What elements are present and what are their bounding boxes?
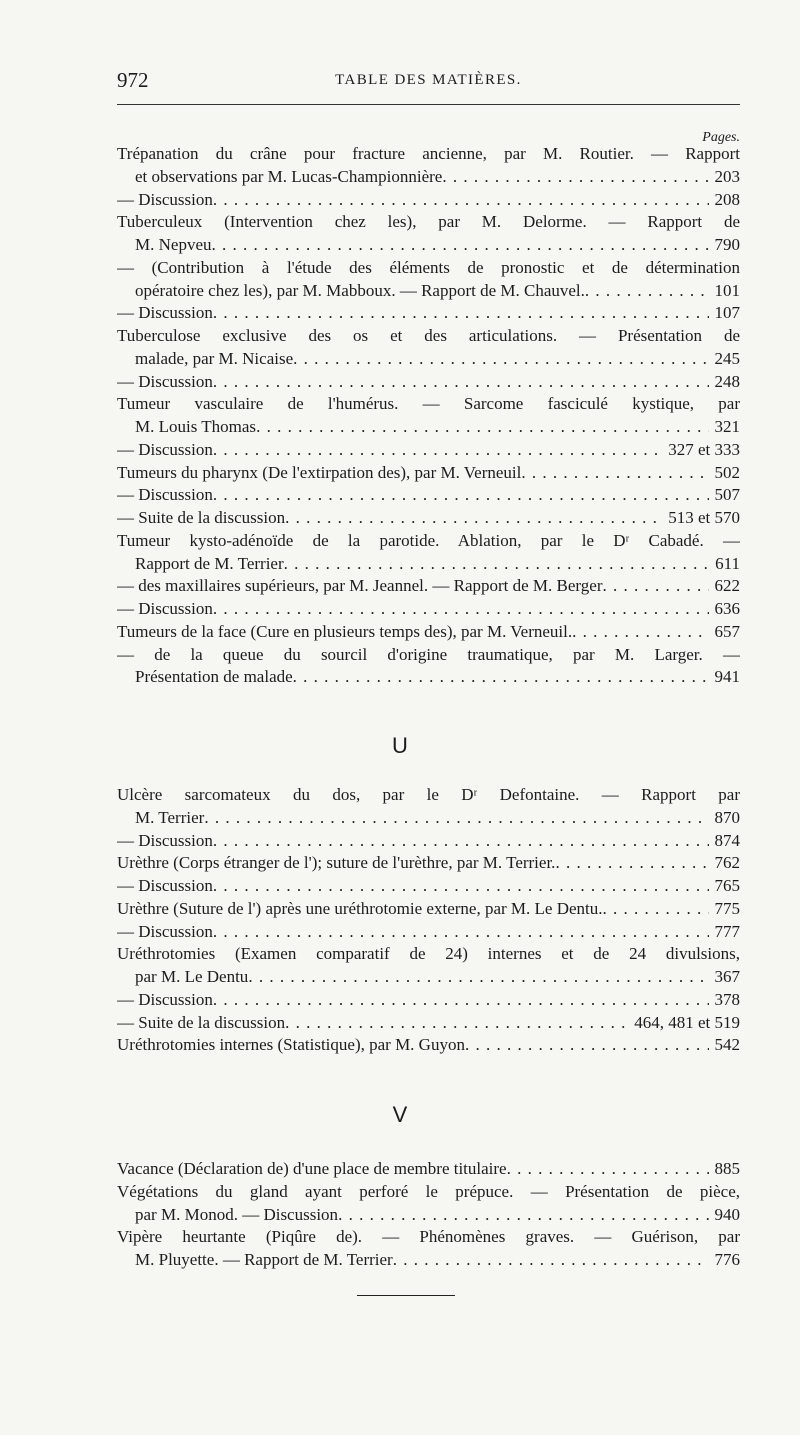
entry-text: Tumeurs de la face (Cure en plusieurs temps des), par M. Verneuil. [117, 621, 573, 641]
section-letter-v: V [392, 1102, 408, 1127]
entry-text: Végétations du gland ayant perforé le prépuce. — Présentation de pièce, [117, 1181, 740, 1201]
entry-text: malade, par M. Nicaise [135, 348, 294, 368]
index-entry [117, 166, 740, 189]
entry-page-number: 776 [709, 1249, 741, 1272]
index-entry-continued [117, 644, 740, 667]
index-entry [117, 852, 740, 875]
entry-page-number: 777 [709, 921, 741, 944]
entry-text: par M. Le Dentu [135, 967, 249, 986]
entry-text: Uréthrotomies internes (Statistique), par M. Guyon [117, 1035, 465, 1055]
index-entry [117, 1249, 740, 1272]
section-letter-u: U [392, 733, 408, 758]
index-entry [117, 234, 740, 257]
entry-text: — de la queue du sourcil d'origine traumatique, par M. Larger. — [117, 644, 740, 664]
entry-page-number: 107 [709, 302, 741, 325]
entry-page-number: 657 [709, 621, 741, 644]
entries-section-v [117, 1158, 740, 1272]
entry-page-number: 775 [709, 898, 741, 921]
index-entry [117, 439, 740, 462]
index-entry-continued [117, 257, 740, 280]
entry-text: et observations par M. Lucas-Championnière [135, 166, 443, 186]
entry-page-number: 327 et 333 [662, 439, 740, 462]
index-entry [117, 1158, 740, 1181]
entry-page-number: 885 [709, 1158, 741, 1181]
entry-text: M. Louis Thomas [135, 417, 257, 436]
entry-text: Rapport de M. Terrier [135, 553, 284, 573]
entry-text: — Discussion [117, 303, 213, 323]
entries-section-t [117, 143, 740, 689]
entry-text: Tumeur kysto-adénoïde de la parotide. Ablation, par le Dʳ Cabadé. — [117, 530, 740, 550]
entry-text: Présentation de malade [135, 667, 293, 687]
entry-text: Vipère heurtante (Piqûre de). — Phénomènes graves. — Guérison, par [117, 1227, 740, 1247]
entry-text: Urèthre (Corps étranger de l'); suture de l'urèthre, par M. Terrier. [117, 853, 556, 873]
entry-page-number: 248 [709, 371, 741, 394]
header-rule [117, 104, 740, 105]
index-entry [117, 1034, 740, 1057]
index-entry [117, 1012, 740, 1035]
entry-text: — Suite de la discussion [117, 508, 286, 527]
entry-text: — Discussion [117, 830, 213, 850]
index-entry [117, 416, 740, 439]
entry-page-number: 765 [709, 875, 741, 898]
entry-text: Tuberculose exclusive des os et des articulations. — Présentation de [117, 326, 740, 345]
index-entry [117, 875, 740, 898]
entry-text: Vacance (Déclaration de) d'une place de membre titulaire [117, 1159, 507, 1178]
entry-page-number: 762 [709, 852, 741, 875]
entry-text: Uréthrotomies (Examen comparatif de 24) internes et de 24 divulsions, [117, 944, 740, 964]
index-entry-continued [117, 393, 740, 416]
index-entry-continued [117, 325, 740, 348]
page-header [117, 62, 740, 96]
index-entry [117, 371, 740, 394]
index-entry [117, 348, 740, 371]
entry-page-number: 367 [709, 966, 741, 989]
entry-text: — Discussion [117, 439, 213, 459]
entry-page-number: 502 [709, 462, 741, 485]
entry-page-number: 321 [709, 416, 741, 439]
index-entry [117, 484, 740, 507]
entry-page-number: 622 [709, 575, 741, 598]
index-entry [117, 830, 740, 853]
entry-text: — Discussion [117, 485, 213, 505]
entry-text: — Discussion [117, 989, 213, 1009]
entry-page-number: 636 [709, 598, 741, 621]
entry-page-number: 464, 481 et 519 [628, 1012, 740, 1035]
entry-text: Tumeurs du pharynx (De l'extirpation des), par M. Verneuil [117, 462, 522, 482]
index-entry-continued [117, 1226, 740, 1249]
index-entry-continued [117, 530, 740, 553]
entry-page-number: 940 [709, 1204, 741, 1227]
index-entry [117, 553, 740, 576]
entry-page-number: 542 [709, 1034, 741, 1057]
entry-text: — Discussion [117, 371, 213, 391]
entry-page-number: 245 [709, 348, 741, 371]
index-entry [117, 807, 740, 830]
entry-text: Urèthre (Suture de l') après une uréthrotomie externe, par M. Le Dentu. [117, 898, 603, 918]
entry-text: Tuberculeux (Intervention chez les), par M. Delorme. — Rapport de [117, 212, 740, 232]
end-rule [357, 1295, 455, 1296]
entry-text: M. Terrier [135, 807, 205, 827]
entry-page-number: 874 [709, 830, 741, 853]
index-entry [117, 575, 740, 598]
page-number: 972 [117, 68, 149, 92]
index-entry [117, 621, 740, 644]
entry-page-number: 378 [709, 989, 741, 1012]
entry-page-number: 941 [709, 666, 741, 689]
entry-text: Ulcère sarcomateux du dos, par le Dʳ Defontaine. — Rapport par [117, 785, 740, 804]
index-entry [117, 189, 740, 212]
entry-page-number: 208 [709, 189, 741, 212]
index-entry [117, 989, 740, 1012]
entry-text: — Discussion [117, 921, 213, 941]
entry-text: M. Nepveu [135, 235, 212, 254]
entry-page-number: 203 [709, 166, 741, 189]
running-title: TABLE DES MATIÈRES. [335, 72, 522, 88]
entry-text: par M. Monod. — Discussion [135, 1204, 339, 1224]
entry-page-number: 513 et 570 [662, 507, 740, 530]
entry-page-number: 101 [709, 280, 741, 303]
index-entry [117, 598, 740, 621]
index-entry [117, 1204, 740, 1227]
index-entry-continued [117, 211, 740, 234]
index-entry [117, 280, 740, 303]
entry-page-number: 790 [709, 234, 741, 257]
index-entry-continued [117, 143, 740, 166]
pages-column-label: Pages. [702, 130, 740, 145]
entry-text: — Discussion [117, 876, 213, 895]
index-entry [117, 507, 740, 530]
index-entry [117, 462, 740, 485]
entry-text: — Suite de la discussion [117, 1012, 286, 1032]
entry-text: Tumeur vasculaire de l'humérus. — Sarcome fasciculé kystique, par [117, 394, 740, 414]
entry-text: opératoire chez les), par M. Mabboux. — Rapport de M. Chauvel. [135, 280, 585, 300]
entry-text: — (Contribution à l'étude des éléments de pronostic et de détermination [117, 257, 740, 277]
entry-page-number: 611 [709, 553, 740, 576]
index-entry-continued [117, 784, 740, 807]
index-entry [117, 921, 740, 944]
entry-text: — des maxillaires supérieurs, par M. Jeannel. — Rapport de M. Berger [117, 576, 603, 596]
entry-text: — Discussion [117, 189, 213, 209]
index-entry-continued [117, 1181, 740, 1204]
index-entry [117, 302, 740, 325]
entry-text: Trépanation du crâne pour fracture ancienne, par M. Routier. — Rapport [117, 144, 740, 163]
index-entry [117, 898, 740, 921]
entry-page-number: 507 [709, 484, 741, 507]
index-entry-continued [117, 943, 740, 966]
entry-text: M. Pluyette. — Rapport de M. Terrier [135, 1250, 393, 1269]
entries-section-u [117, 784, 740, 1057]
entry-text: — Discussion [117, 599, 213, 618]
index-entry [117, 966, 740, 989]
entry-page-number: 870 [709, 807, 741, 830]
index-entry [117, 666, 740, 689]
